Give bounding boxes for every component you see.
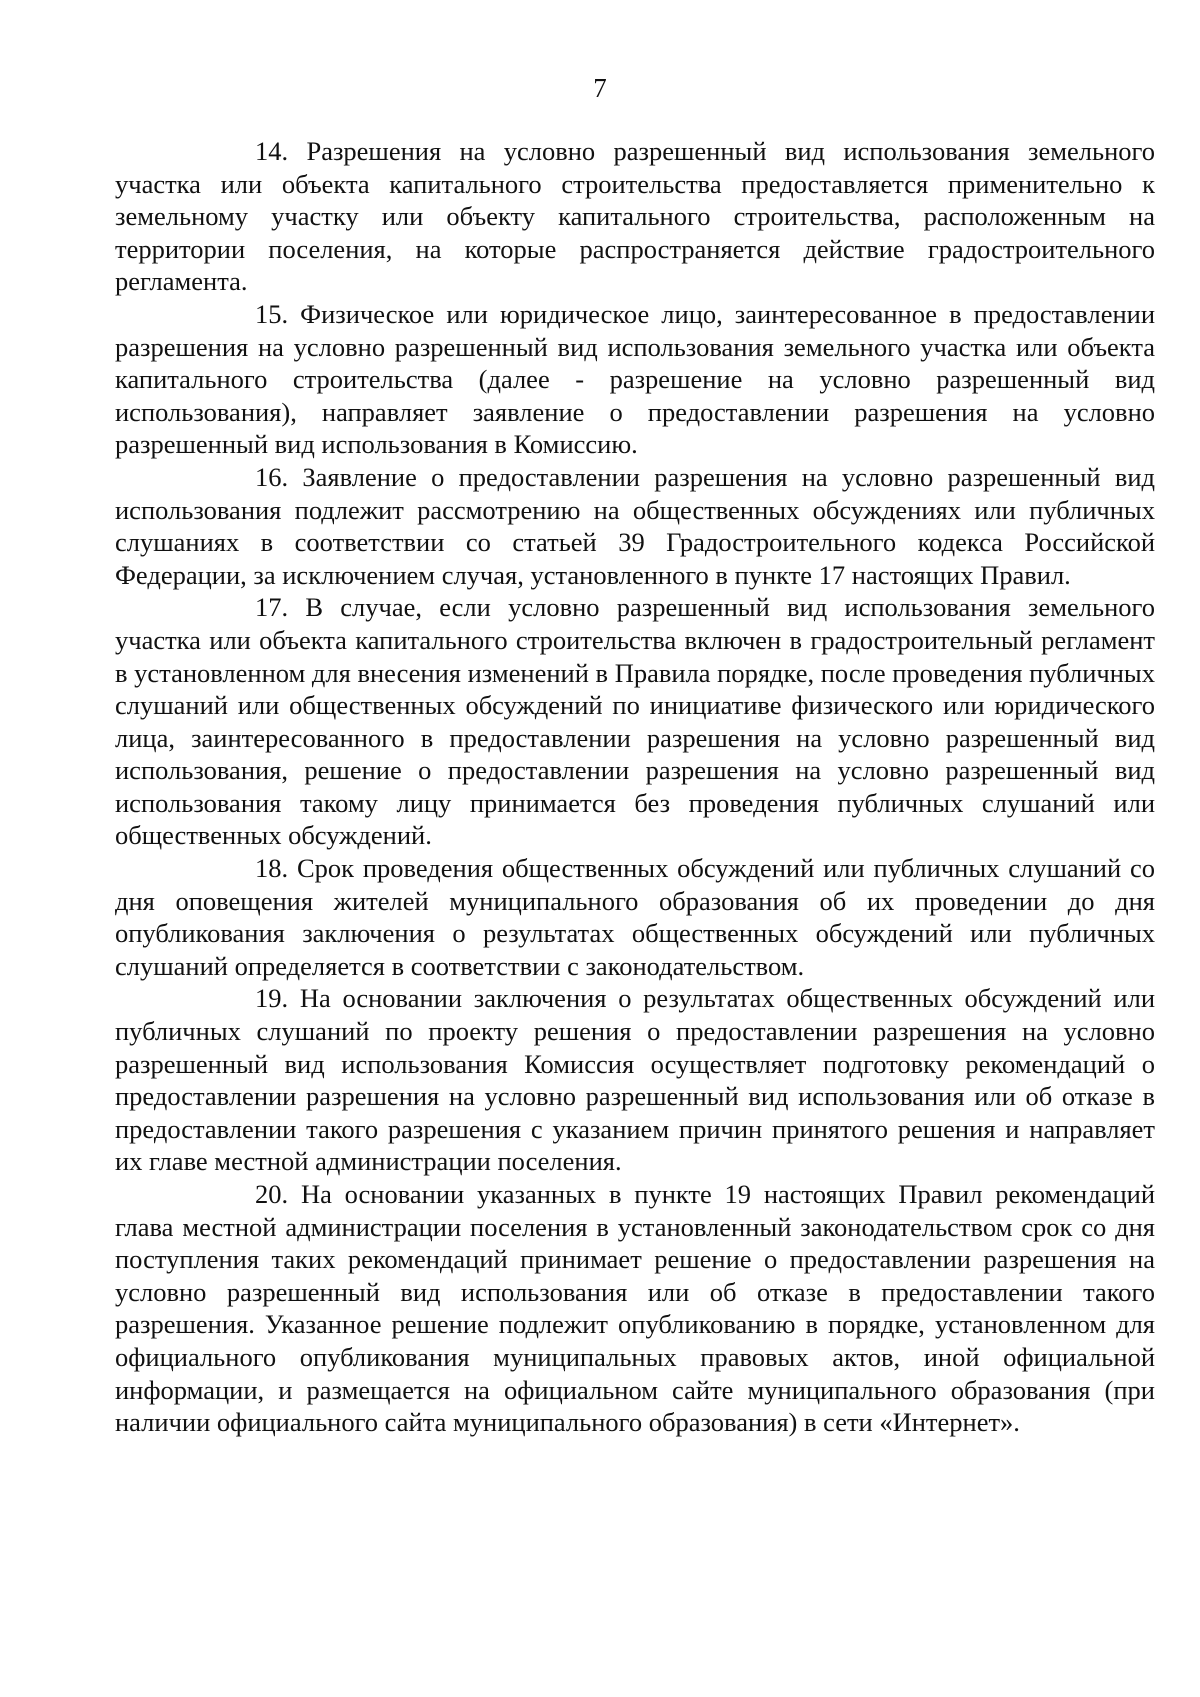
paragraph-text: Разрешения на условно разрешенный вид использования земельного участка или объекта капитального строительства предоставляется применительно к земельному участку или объекту капитального строительства, расположенным на территории поселения, на которые распространяется действие градостроительного регламента. (115, 136, 1155, 297)
paragraph-text: Физическое или юридическое лицо, заинтересованное в предоставлении разрешения на условно разрешенный вид использования земельного участка или объекта капитального строительства (далее - разрешение на условно разрешенный вид использования), направляет заявление о предоставлении разрешения на условно разрешенный вид использования в Комиссию. (115, 298, 1156, 460)
paragraph-number: 20. (255, 1179, 289, 1209)
paragraph-text: На основании указанных в пункте 19 настоящих Правил рекомендаций глава местной администрации поселения в установленный законодательством срок со дня поступления таких рекомендаций принимает решение о предоставлении разрешения на условно разрешенный вид использования или об отказе в предоставлении такого разрешения. Указанное решение подлежит опубликованию в порядке, установленном для официального опубликования муниципальных правовых актов, иной официальной информации, и размещается на официальном сайте муниципального образования (при наличии официального сайта муниципального образования) в сети «Интернет». (115, 1179, 1156, 1438)
paragraph-number: 18. (255, 853, 289, 884)
document-body (115, 135, 1155, 1439)
paragraph-19 (115, 982, 1155, 1178)
paragraph-17 (115, 591, 1155, 852)
paragraph-text: На основании заключения о результатах общественных обсуждений или публичных слушаний по проекту решения о предоставлении разрешения на условно разрешенный вид использования Комиссия осуществляет подготовку рекомендаций о предоставлении разрешения на условно разрешенный вид использования или об отказе в предоставлении такого разрешения с указанием причин принятого решения и направляет их главе местной администрации поселения. (115, 983, 1156, 1177)
paragraph-number: 15. (255, 298, 289, 329)
paragraph-number: 16. (255, 461, 289, 492)
paragraph-number: 19. (255, 983, 289, 1014)
paragraph-15 (115, 298, 1155, 461)
paragraph-number: 17. (255, 592, 289, 623)
paragraph-text: Срок проведения общественных обсуждений или публичных слушаний со дня оповещения жителей муниципального образования об их проведении до дня опубликования заключения о результатах общественных обсуждений или публичных слушаний определяется в соответствии с законодательством. (115, 853, 1156, 981)
paragraph-16 (115, 461, 1155, 591)
paragraph-18 (115, 852, 1155, 982)
paragraph-14 (115, 135, 1155, 298)
page-number: 7 (593, 73, 607, 103)
paragraph-20 (115, 1178, 1155, 1439)
paragraph-text: В случае, если условно разрешенный вид использования земельного участка или объекта капитального строительства включен в градостроительный регламент в установленном для внесения изменений в Правила порядке, после проведения публичных слушаний или общественных обсуждений по инициативе физического или юридического лица, заинтересованного в предоставлении разрешения на условно разрешенный вид использования, решение о предоставлении разрешения на условно разрешенный вид использования такому лицу принимается без проведения публичных слушаний или общественных обсуждений. (115, 592, 1156, 851)
paragraph-number: 14. (255, 136, 289, 166)
paragraph-text: Заявление о предоставлении разрешения на условно разрешенный вид использования подлежит рассмотрению на общественных обсуждениях или публичных слушаниях в соответствии со статьей 39 Градостроительного кодекса Российской Федерации, за исключением случая, установленного в пункте 17 настоящих Правил. (115, 461, 1155, 590)
